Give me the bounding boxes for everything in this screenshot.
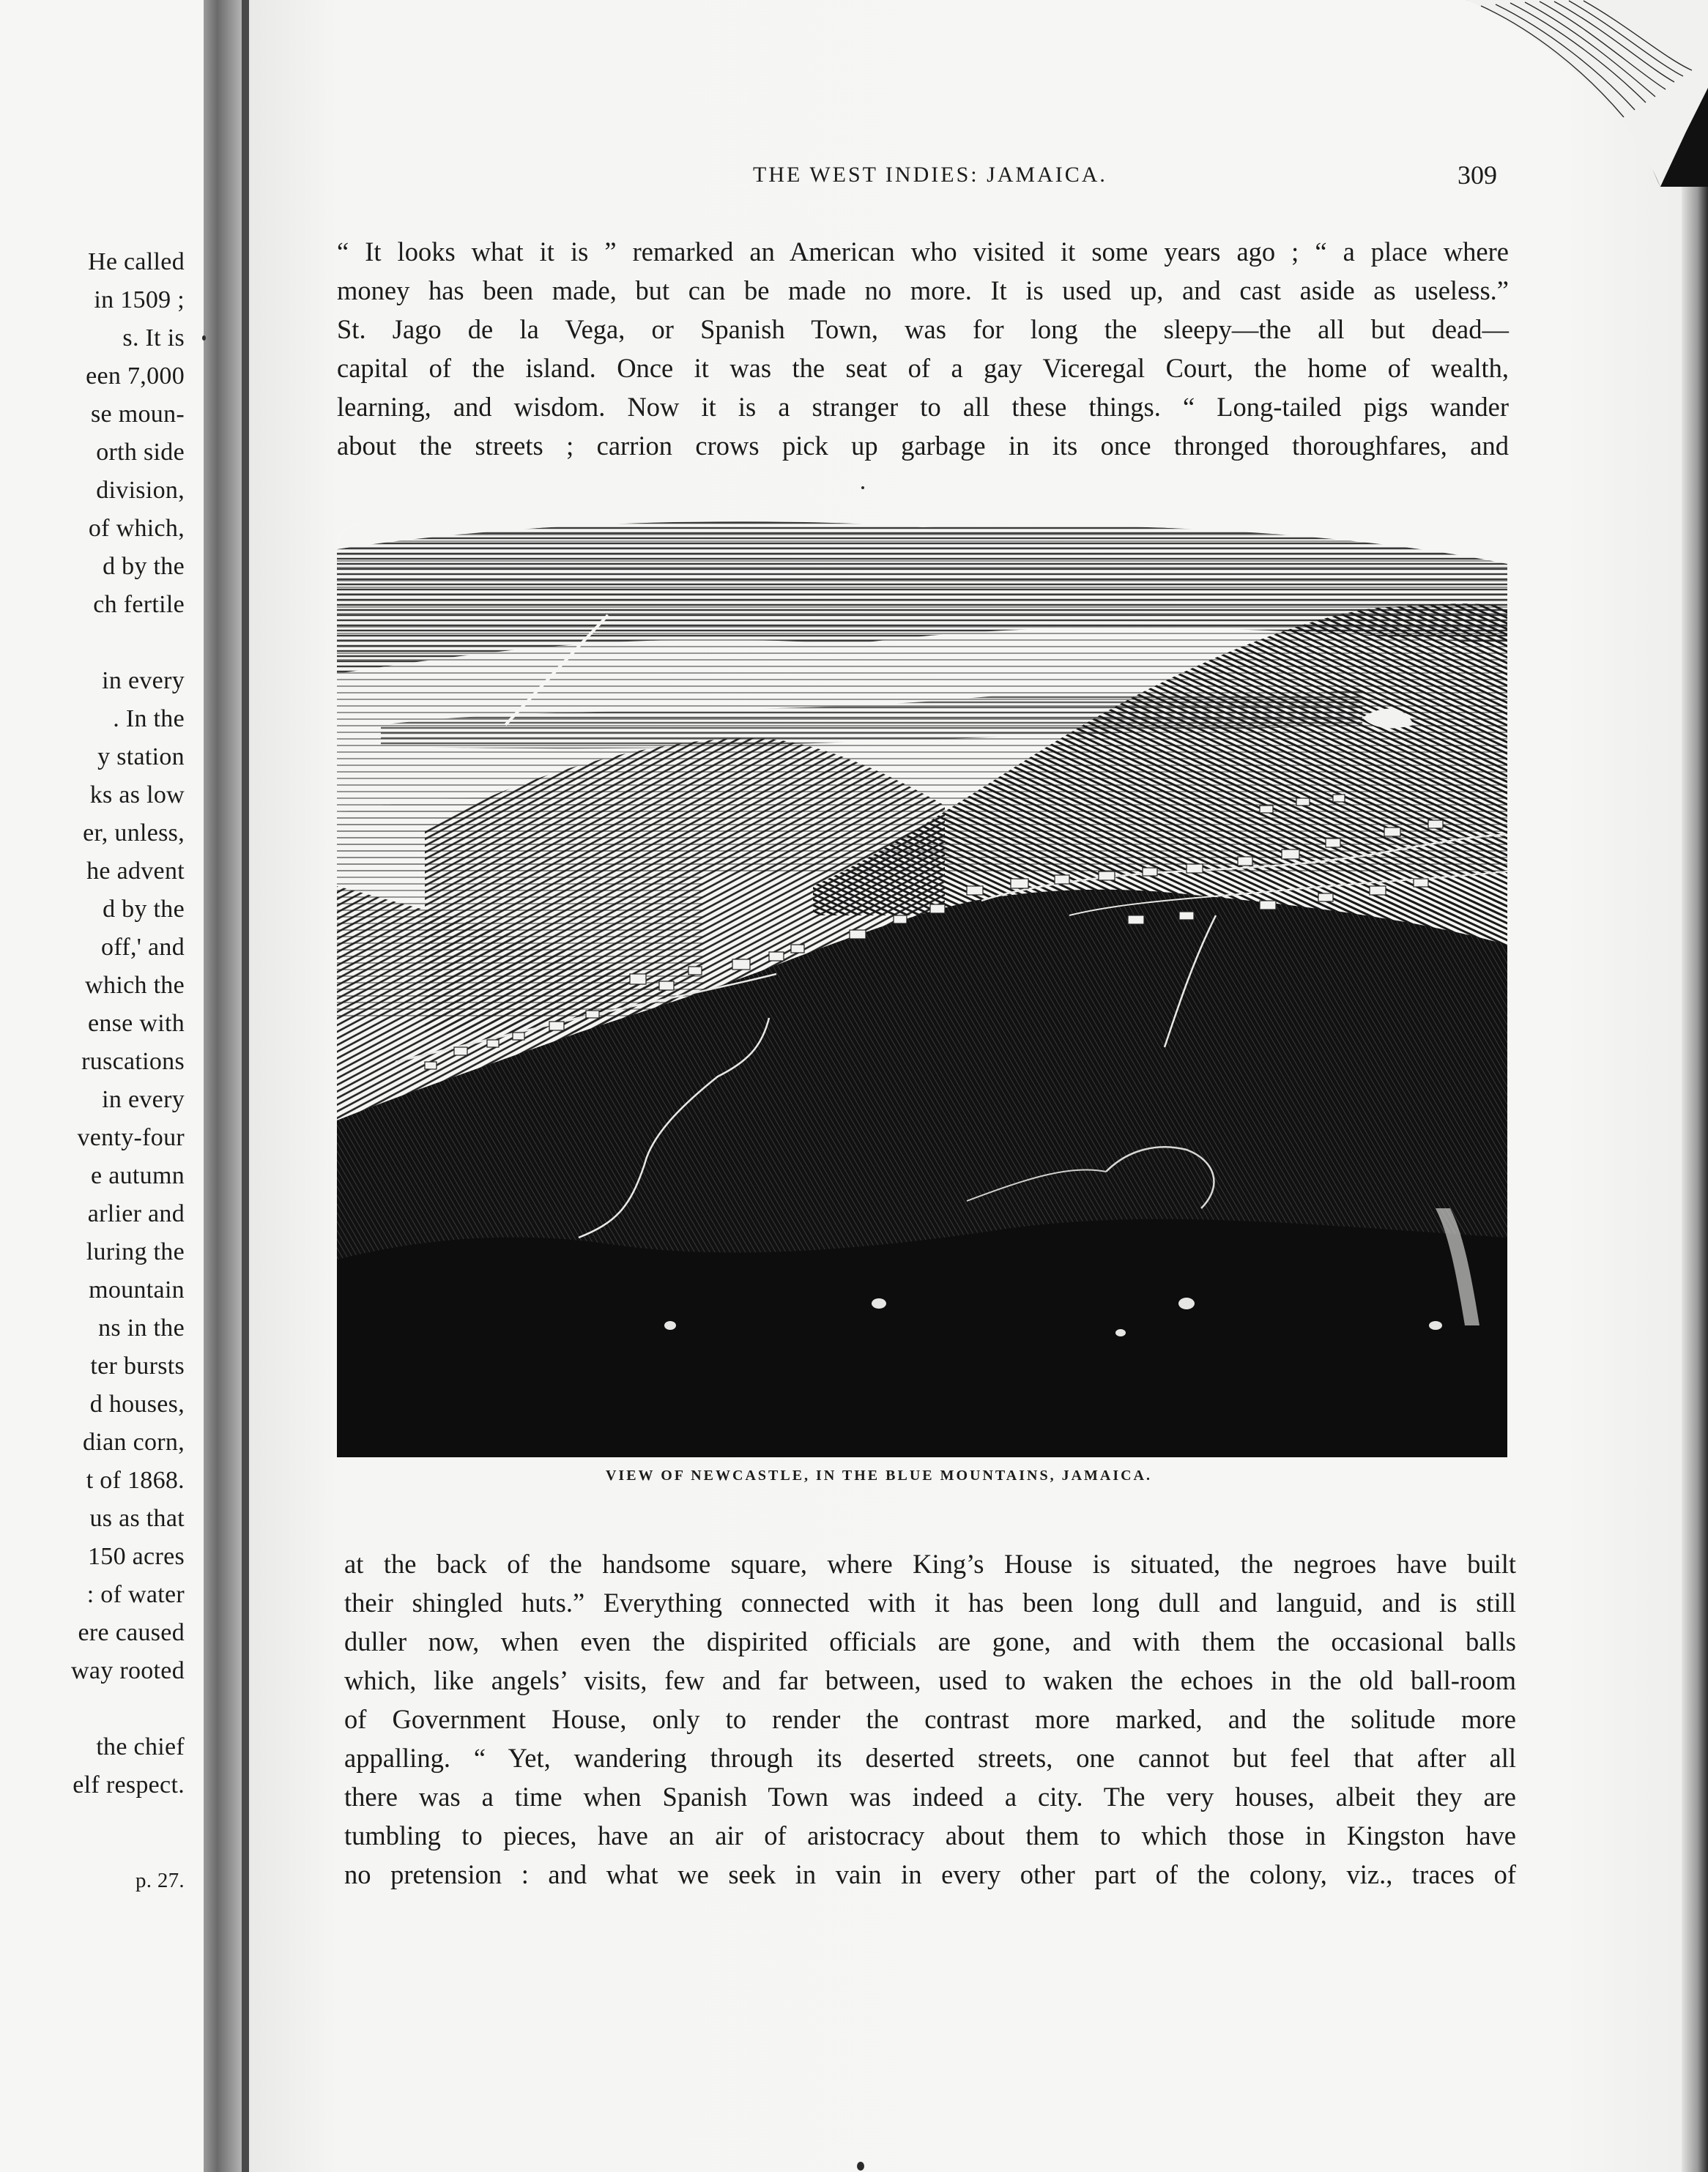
text-line: which, like angels’ visits, few and far between, used to waken the echoes in the old ball-room [344,1665,1516,1695]
left-page-line: dian corn, [83,1429,185,1456]
left-page-line: een 7,000 [86,362,185,390]
left-page-line: ter bursts [90,1353,185,1380]
newcastle-engraving-illustration [337,505,1507,1457]
left-page-line: arlier and [87,1200,185,1227]
page-edge-shadow [1682,0,1708,2172]
left-page-line: which the [85,972,185,999]
text-line: duller now, when even the dispirited officials are gone, and with them the occasional balls [344,1626,1516,1656]
folded-page-corner [1466,0,1708,190]
running-head: THE WEST INDIES: JAMAICA. [753,163,1107,187]
left-page-line: in every [102,1086,185,1113]
left-page-line: ruscations [81,1048,185,1075]
left-page-line: venty-four [77,1124,185,1151]
left-page-line: division, [96,477,185,504]
left-page-line: t of 1868. [86,1467,185,1494]
text-line: money has been made, but can be made no more. It is used up, and cast aside as useless.” [337,275,1509,305]
left-page-line: ch fertile [93,591,185,618]
left-page-line: off,' and [101,934,185,961]
left-page-line: : of water [86,1581,185,1608]
left-page-line: he advent [86,858,185,885]
left-page-line: . In the [113,705,185,732]
left-page-line: in every [102,667,185,694]
left-page-line: way rooted [70,1657,185,1684]
text-line: their shingled huts.” Everything connected with it has been long dull and languid, and is still [344,1588,1516,1618]
left-page-line: of which, [88,515,185,542]
text-line: of Government House, only to render the contrast more marked, and the solitude more [344,1704,1516,1734]
left-page-line: d houses, [89,1391,185,1418]
left-page-line: He called [87,248,185,275]
left-page-line: mountain [89,1276,185,1303]
text-line: learning, and wisdom. Now it is a stranger to all these things. “ Long-tailed pigs wander [337,392,1509,422]
left-page-line: 150 acres [87,1543,185,1570]
left-page-line: orth side [96,439,185,466]
left-page-line: e autumn [91,1162,185,1189]
left-facing-page [0,0,204,2172]
left-page-line: d by the [103,553,185,580]
left-page-line: ere caused [78,1619,185,1646]
text-line: no pretension : and what we seek in vain in every other part of the colony, viz., traces of [344,1859,1516,1889]
scan-speck [857,2162,864,2171]
text-line: about the streets ; carrion crows pick up garbage in its once thronged thoroughfares, and [337,431,1509,461]
left-page-line: se moun- [91,401,185,428]
left-page-line: s. It is [122,324,185,352]
page-number: 309 [1458,160,1497,190]
left-page-line: ense with [87,1010,185,1037]
gutter-binding-shadow [242,0,249,2172]
left-page-line: us as that [89,1505,185,1532]
left-page-line: in 1509 ; [94,286,185,313]
text-line: St. Jago de la Vega, or Spanish Town, was for long the sleepy—the all but dead— [337,314,1509,344]
left-page-line: er, unless, [83,819,185,847]
left-page-line: d by the [103,896,185,923]
illustration-caption: VIEW OF NEWCASTLE, IN THE BLUE MOUNTAINS, JAMAICA. [605,1468,1152,1484]
left-page-line: ks as low [89,781,185,808]
text-line: “ It looks what it is ” remarked an American who visited it some years ago ; “ a place where [337,237,1509,267]
text-line: at the back of the handsome square, where King’s House is situated, the negroes have built [344,1549,1516,1579]
scan-speck [861,486,864,489]
left-page-line: the chief [96,1733,185,1760]
left-page-line: y station [97,743,185,770]
left-page-footnote: p. 27. [135,1869,185,1892]
left-page-line: elf respect. [73,1771,185,1799]
text-line: capital of the island. Once it was the seat of a gay Viceregal Court, the home of wealth, [337,353,1509,383]
left-page-line: ns in the [98,1314,185,1342]
scan-speck [202,335,206,341]
text-line: there was a time when Spanish Town was indeed a city. The very houses, albeit they are [344,1782,1516,1812]
text-line: appalling. “ Yet, wandering through its deserted streets, one cannot but feel that after all [344,1743,1516,1773]
engraving-picture [337,505,1507,1457]
text-line: tumbling to pieces, have an air of aristocracy about them to which those in Kingston have [344,1820,1516,1851]
left-page-line: luring the [86,1238,185,1265]
